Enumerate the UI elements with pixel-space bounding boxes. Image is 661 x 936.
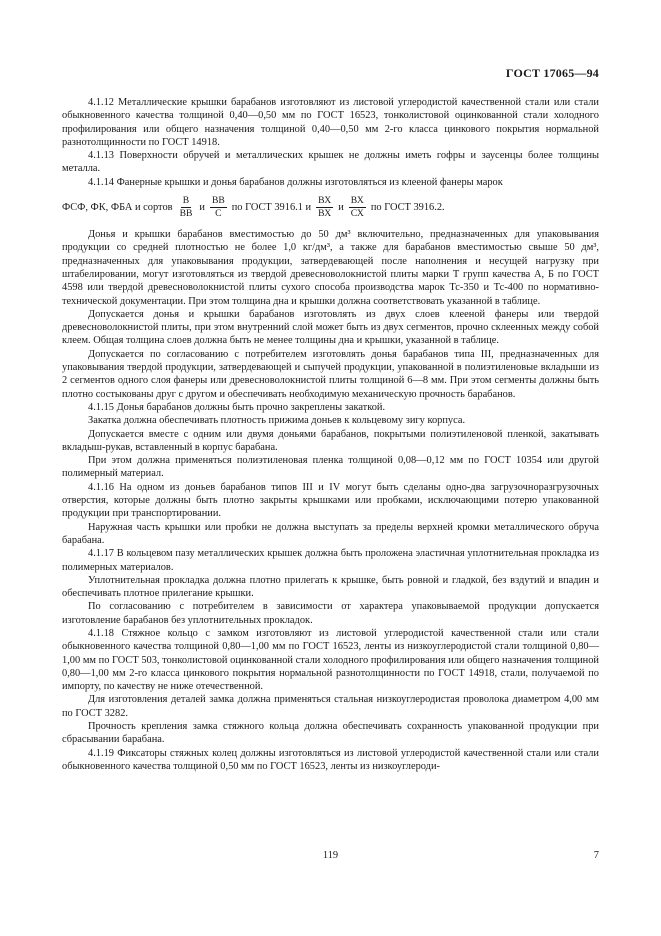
paragraph-seaming: Закатка должна обеспечивать плотность прижима доньев к кольцевому зигу корпуса. (88, 415, 466, 427)
paragraph-4-1-12: 4.1.12 Металлические крышки барабанов изготовляют из листовой углеродистой качественной стали или стали обыкновенного качества толщиной 0,40—0,50 мм по ГОСТ 16523, тонколистовой оцинкованной стали холодного профилирования или общего назначения толщиной 0,40—0,50 мм 2-го класса цинкового покрытия нормальной разнотолщинности по ГОСТ 14918. (62, 97, 599, 148)
paragraph-4-1-14: 4.1.14 Фанерные крышки и донья барабанов должны изготовляться из клееной фанеры марок (88, 176, 503, 188)
fraction-denominator: С (215, 208, 222, 220)
standard-header: ГОСТ 17065—94 (505, 66, 599, 80)
fraction-denominator: ВВ (179, 208, 193, 220)
fraction-bx-bx (316, 195, 333, 220)
paragraph-4-1-18: 4.1.18 Стяжное кольцо с замком изготовляют из листовой углеродистой качественной стали или стали обыкновенного качества толщиной 0,80—1,00 мм по ГОСТ 16523, ленты из низкоуглеродистой стали толщиной 0,80—1,00 мм по ГОСТ 503, тонколистовой оцинкованной стали холодного профилирования или общего назначения толщиной 0,80—1,00 мм 2-го класса цинкового покрытия нормальной разнотолщинности по ГОСТ 14918, стали, получаемой по импорту, по качеству не ниже отечественной. (62, 627, 599, 693)
paragraph-two-layers: Допускается донья и крышки барабанов изготовлять из двух слоев клееной фанеры или твердой древесноволокнистой плиты, при этом внутренний слой может быть из двух сегментов, прочно склеенных между собой клеем. Общая толщина слоев должна быть не менее толщины дна и крышки, указанной в таблице. (62, 308, 599, 347)
paragraph-wire: Для изготовления деталей замка должна применяться стальная низкоуглеродистая проволока диаметром 4,00 мм по ГОСТ 3282. (62, 694, 599, 719)
formula-prefix: ФСФ, ФК, ФБА и сортов (62, 201, 173, 213)
sheet-number: 7 (593, 850, 599, 861)
paragraph-liner: Допускается вместе с одним или двумя доньями барабанов, покрытыми полиэтиленовой пленкой, закатывать вкладыш-рукав, вставленный в корпус барабана. (62, 428, 599, 453)
plywood-grades-formula (62, 195, 599, 220)
paragraph-plug: Наружная часть крышки или пробки не должна выступать за пределы верхней кромки металлического обруча барабана. (62, 521, 599, 546)
fraction-numerator: ВВ (211, 195, 225, 207)
fraction-bx-cx (349, 195, 366, 220)
paragraph-4-1-13: 4.1.13 Поверхности обручей и металлических крышек не должны иметь гофры и заусенцы более толщины металла. (62, 150, 599, 175)
paragraph-lock-strength: Прочность крепления замка стяжного кольца должна обеспечивать сохранность упакованной продукции при сбрасывании барабана. (62, 721, 599, 746)
fraction-numerator: В (182, 195, 190, 207)
formula-and: и (338, 201, 344, 213)
paragraph-4-1-16: 4.1.16 На одном из доньев барабанов типов III и IV могут быть сделаны одно-два загрузочноразгрузочных отверстия, которые должны быть плотно закрыты крышками или пробками, исключающими потерю упакованной продукции при транспортировании. (62, 481, 599, 520)
formula-mid: по ГОСТ 3916.1 и (231, 201, 312, 213)
formula-suffix: по ГОСТ 3916.2. (370, 201, 445, 213)
fraction-denominator: ВХ (318, 208, 332, 220)
paragraph-4-1-15: 4.1.15 Донья барабанов должны быть прочно закреплены закаткой. (88, 401, 386, 413)
paragraph-4-1-19: 4.1.19 Фиксаторы стяжных колец должны изготовляться из листовой углеродистой качественной стали или стали обыкновенного качества толщиной 0,50 мм по ГОСТ 16523, ленты из низкоуглероди- (62, 747, 599, 772)
fraction-numerator: ВХ (318, 195, 332, 207)
paragraph-gasket: Уплотнительная прокладка должна плотно прилегать к крышке, быть ровной и гладкой, без вздутий и впадин и обеспечивать плотное прилегание крышки. (62, 574, 599, 600)
fraction-denominator: СХ (350, 208, 364, 220)
paragraph-type-iii-bottoms: Допускается по согласованию с потребителем изготовлять донья барабанов типа III, предназначенных для упаковывания твердой продукции, затвердевающей и сыпучей продукции, упакованной в полиэтиленовые вкладыши из 2 сегментов одного слоя фанеры или древесноволокнистой плиты толщиной 6—8 мм. При этом сегменты должны быть плотно состыкованы друг с другом и обеспечивать необходимую механическую прочность барабанов. (62, 348, 599, 400)
fraction-bb-c (210, 195, 227, 220)
fraction-numerator: ВХ (350, 195, 364, 207)
fraction-b-bb (178, 195, 195, 220)
paragraph-bottoms-fibreboard: Донья и крышки барабанов вместимостью до 50 дм³ включительно, предназначенных для упаковывания продукции со средней плотностью не более 1,0 кг/дм³, а также для барабанов вместимостью свыше 50 дм³, предназначенных для упаковывания продукции, затвердевающей после наполнения и несущей нагрузку при штабелировании, могут изготовляться из твердой древесноволокнистой плиты марки Т групп качества А, Б по ГОСТ 4598 или твердой древесноволокнистой плиты сухого способа производства марок Тс-350 и Тс-400 по нормативно-технической документации. При этом толщина дна и крышки должна соответствовать указанной в таблице. (62, 229, 599, 307)
document-body (62, 96, 599, 773)
paragraph-no-gasket: По согласованию с потребителем в зависимости от характера упаковываемой продукции допускается изготовление барабанов без уплотнительных прокладок. (62, 601, 599, 626)
paragraph-4-1-17: 4.1.17 В кольцевом пазу металлических крышек должна быть проложена эластичная уплотнительная прокладка из полимерных материалов. (62, 548, 599, 573)
paragraph-film: При этом должна применяться полиэтиленовая пленка толщиной 0,08—0,12 мм по ГОСТ 10354 или другой полимерный материал. (62, 455, 599, 480)
page-number: 119 (322, 850, 339, 861)
formula-and: и (199, 201, 205, 213)
